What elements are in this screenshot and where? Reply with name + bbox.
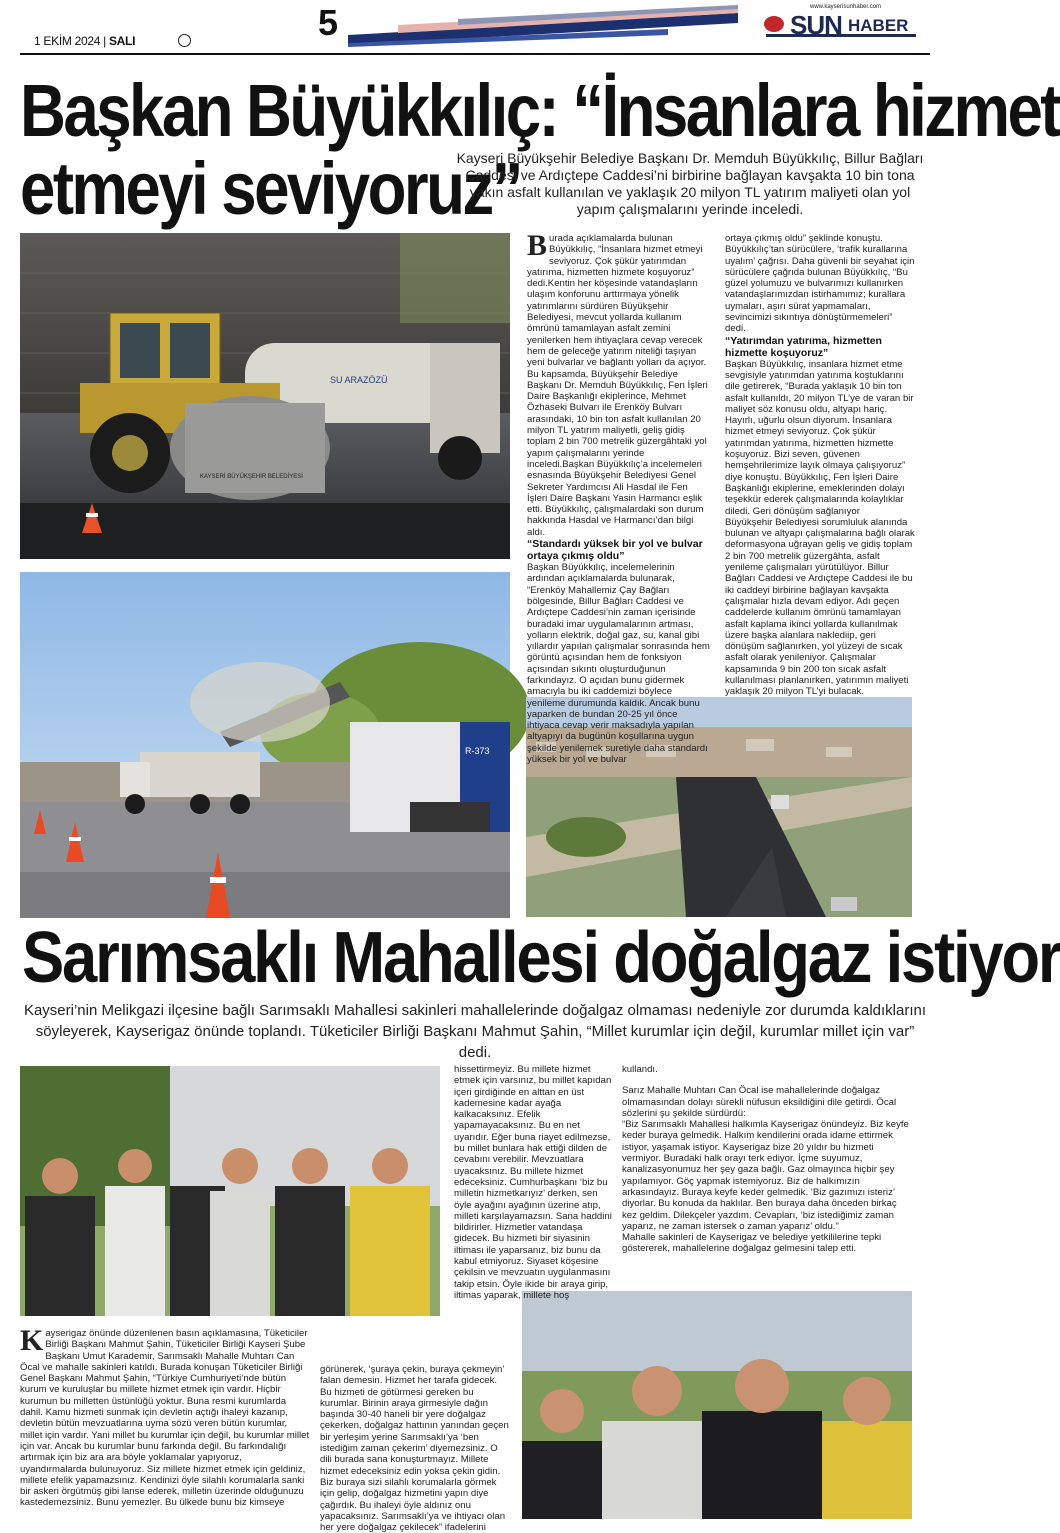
article2-colc-paragraph-2: Sarız Mahalle Muhtarı Can Öcal ise mahallelerinde doğalgaz olmamasından dolayı sürekli nüfusun eksildiğini dile getirdi. Öcal sözlerini şu şekilde sürdürdü: xyxy=(622,1085,897,1119)
date-text: 1 EKİM 2024 xyxy=(34,34,101,48)
article1-col2-paragraph-2: Başkan Büyükkılıç, insanlara hizmet etme sevgisiyle yatırımdan yatırıma koştuklarını dile getirerek, “Burada yaklaşık 10 bin ton asfalt kullanıldı, 20 milyon TL’ye de varan bir maliyet söz konusu oldu, altyapı hariç. Hayırlı, uğurlu olsun diyorum. İnsanlara hizmet etmeyi seviyoruz. Çok şükür yatırımdan yatırıma, hizmetten hizmette koşuyoruz. Bizi seven, güvenen hemşehrilerimize layık olmaya çalışıyoruz” diye konuştu. Büyükkılıç, Fen İşleri Daire Başkanlığı ekiplerine, emeklerinden dolayı teşekkür ederek çalışmalarında kolaylıklar diledi. Geri dönüşüm sağlanıyor xyxy=(725,358,914,517)
logo-brand-sun: SUN xyxy=(790,10,842,40)
article2-cola-paragraph xyxy=(20,1324,310,1509)
tanker-label: SU ARAZÖZÜ xyxy=(330,375,388,385)
day-text: SALI xyxy=(108,34,136,48)
roller-label: KAYSERİ BÜYÜKŞEHİR BELEDİYESİ xyxy=(200,474,303,480)
circle-ornament-icon xyxy=(178,34,191,47)
photo-group-closeup xyxy=(522,1291,912,1519)
article1-col2-paragraph-1: ortaya çıkmış oldu” şeklinde konuştu. Büyükkılıç’tan sürücülere, ‘trafik kurallarına uyalım’ çağrısı. Daha güvenli bir seyahat için sürücülere çağrıda bulunan Büyükkılıç, “Bu güzel yolumuzu ve bulvarımızı kullanırken vatandaşlarımızdan istirhamımız; kurallara uymaları, aşırı sürat yapmamaları, sevincimizi sıkıntıya dönüştürmemeleri” dedi. xyxy=(725,233,915,335)
header-stripes-decoration xyxy=(338,5,738,47)
article1-column1 xyxy=(527,229,710,766)
photo-milling-machine xyxy=(20,572,510,918)
article2-column-b-top xyxy=(454,1064,614,1324)
article2-column-a xyxy=(20,1324,310,1518)
article2-colc-paragraph-4: Mahalle sakinleri de Kayserigaz ve belediye yetkililerine tepki göstererek, mahallelerine doğalgaz gelmesini talep etti. xyxy=(622,1232,882,1255)
issue-date: 1 EKİM 2024 | SALI xyxy=(34,34,136,48)
article2-column-b-bottom xyxy=(320,1364,510,1533)
logo-brand-haber: HABER xyxy=(848,16,909,35)
article1-subheading-1: “Standardı yüksek bir yol ve bulvar ortaya çıkmış oldu” xyxy=(527,538,703,563)
article2-colb-paragraph-2: görünerek, ‘şuraya çekin, buraya çekmeyin’ falan demesin. Hizmet her tarafa gidecek. Bu hizmeti de götürmesi gereken bu kurumlar. Birinin araya girmesiyle dağın başında 30-40 haneli bir yere doğalgaz çekerken, doğalgaz hattının yanından geçen bir yerleşim yerine Sarımsaklı’ya ‘ben istediğim zaman çekerim’ diyemezsiniz. O dili burada sana konuşturtmayız. Millete hizmet edeceksiniz edin yoksa çekin gidin. Biz buraya sizi silahlı korumalarla görmek için gelip, doğalgaz hizmetini yapın diye çağırdık. Bu ihaleyi öyle aldınız onu yapacaksınız. Sarımsaklı’ya ve ihtiyacı olan her yere doğalgaz çekilecek” ifadelerini xyxy=(320,1364,509,1533)
article1-dropcap: B xyxy=(527,229,548,262)
article2-colc-paragraph-3: “Biz Sarımsaklı Mahallesi halkımla Kayserigaz önündeyiz. Biz keyfe keder buraya gelmedik. Halkım kendilerini orada idame ettirmek istiyor, yaşamak istiyor. Kayserigaz bize 20 yıldır bu hizmeti vermiyor. Buradaki halk orayı terk ediyor. İçme suyumuz, kanalizasyonumuz her şey gaza bağlı. Gaz olmayınca hiçbir şey yapılamıyor. Göç yapmak istemiyoruz. Biz de halkımızın arkasındayız. Buraya keyfe keder gelmedik. ‘Biz gazımızı isteriz’ diyorlar. Bu konuda da haklılar. Ben buraya daha önceden birkaç kez geldim. Dilekçeler yazdım. Cevapları, ‘biz istediğimiz zaman yaparız, ne zaman istersek o zaman yaparız’ oldu.” xyxy=(622,1119,909,1232)
article2-headline: Sarımsaklı Mahallesi doğalgaz istiyor xyxy=(22,918,1060,998)
article2-colc-paragraph-1: kullandı. xyxy=(622,1064,658,1075)
photo-group-people xyxy=(20,1066,440,1316)
article2-spot: Kayseri’nin Melikgazi ilçesine bağlı Sarımsaklı Mahallesi sakinleri mahallelerinde doğalgaz olmaması nedeniyle zor durumda kaldıklarını söyleyerek, Kayserigaz önünde toplandı. Tüketiciler Birliği Başkanı Mahmut Şahin, “Millet kurumlar için değil, kurumlar millet için var” dedi. xyxy=(23,1002,927,1061)
header-rule xyxy=(20,53,930,55)
article2-dropcap: K xyxy=(20,1324,44,1357)
logo-site-url: www.kayserisunhaber.com xyxy=(810,4,882,10)
article1-spot: Kayseri Büyükşehir Belediye Başkanı Dr. Memduh Büyükkılıç, Billur Bağları Caddesi ve Ardıçtepe Caddesi’ni birbirine bağlayan kavşakta 10 bin tona yakın asfalt kullanılan ve yaklaşık 20 milyon TL yatırım maliyeti olan yol yapım çalışmalarını yerinde inceledi. xyxy=(456,150,924,217)
article2-cola-text: ayserigaz önünde düzenlenen basın açıklamasına, Tüketiciler Birliği Başkanı Mahmut Şahin, Tüketiciler Birliği Kayseri Şube Başkanı Umut Karademir, Sarımsaklı Mahalle Muhtarı Can Öcal ve mahalle sakinleri katıldı. Burada konuşan Tüketiciler Birliği Genel Başkanı Mahmut Şahin, “Türkiye Cumhuriyeti’nde bütün kurum ve kuruluşlar bu millete hizmet etmek için vardır. Hiçbir kurumun bu milletten üstünlüğü yoktur. Buna resmi kurumlarda dahil. Kamu hizmeti sunmak için devletin açtığı ihaleyi kazanıp, devletin bütün mevzuatlarına uyma sözü veren bütün kurumlar, millet için vardır. Yani millet bu kurumlar için değil, bu kurumlar millet için var. Ancak bu kurumlar bunu farkında değil. Bu farkındalığı artırmak için biz ara ara böyle yoklamalar yapıyoruz, uyandırmalarda bulunuyoruz. Siz millete hizmet etmek için geldiniz, millete efelik yapamazsınız. Kendinizi öyle silahlı korumalarla sanki bir askeri örgütmüş gibi lanse ederek, milletin üzerinde olduğunuzu kastedemezsiniz. Bunu yemezler. Bu ülkede bunu biz kimseye xyxy=(20,1328,310,1509)
article1-col2-paragraph-3: Büyükşehir Belediyesi sorumluluk alanında bulunan ve altyapı çalışmalarına bağlı olarak deformasyona uğrayan geliş ve gidiş toplam 2 bin 700 metrelik güzergâhta, asfalt yenileme çalışmaları yürütülüyor. Billur Bağları Caddesi ve Ardıçtepe Caddesi ile bu iki caddeyi birbirine bağlayan kavşakta çalışmalar hızla devam ediyor. Adı geçen caddelerde kullanım ömrünü tamamlayan asfalt kaplama ikinci yollarda kullanılmak üzere başka alanlara naklediip, geri dönüşüm sağlanırken, yol yüzeyi de sıcak asfalt olarak yenileniyor. Çalışmalar kapsamında 9 bin 200 ton sıcak asfalt kullanılması planlanırken, yatırımın maliyeti yaklaşık 20 milyon TL’yi bulacak. xyxy=(725,516,915,698)
article1-subheading-2: “Yatırımdan yatırıma, hizmetten hizmette koşuyoruz” xyxy=(725,334,882,359)
article1-col1-paragraph-2: Başkan Büyükkılıç, incelemelerinin ardından açıklamalarda bulunarak, “Erenköy Mahallemiz Çay Bağları bölgesinde, Billur Bağları Caddesi ve Ardıçtepe Caddesi’nin zaman içerisinde buradaki imar uygulamalarının artması, yolların elektrik, doğal gaz, su, kanal gibi yıllardır yapılan çalışmalar sonrasında hem görüntü açısından hem de fonksiyon açısından sıkıntı oluşturduğunun farkındayız. O açıdan bunu gidermek amacıyla bu iki caddemizi böylece yenileme durumunda kaldık. Ancak bunu yaparken de bundan 20-25 yıl önce ihtiyaca cevap verir maksadıyla yapılan altyapıyı da bugünün koşullarına uygun şekilde yenilemek suretiyle daha standardı yüksek bir yol ve bulvar xyxy=(527,562,710,766)
article1-headline-line2: etmeyi seviyoruz” xyxy=(20,147,521,230)
page-number: 5 xyxy=(318,2,339,43)
milling-label: R-373 xyxy=(465,746,490,756)
article2-column-c xyxy=(622,1064,914,1284)
article1-column2 xyxy=(725,233,915,698)
article2-colb-paragraph-1: hissettirmeyiz. Bu millete hizmet etmek için varsınız, bu millet kapıdan içeri girdiğinde en alttan en üst kademesine kadar ayağa kalkacaksınız. Efelik yapamayacaksınız. Bu en net uyarıdır. Eğer buna riayet edilmezse, bu millet bunlara hak ettiği dilden de cevabını verebilir. Mevzuatlara uyacaksınız. Bu millete hizmet edeceksiniz. Cumhurbaşkanı ‘biz bu milletin hizmetkarıyız’ derken, sen öyle ayağını ayağının üzerine atıp, milleti karşılayamazsın. Sana haddini bildirirler. Hizmetler vatandaşa gidecek. Bu hizmeti bir siyasinin iltiması ile yaparsanız, biz bunu da kabul etmiyoruz. Siyaset köşesine çekilsin ve mevzuatın uygulanmasını takip etsin. Öyle ikide bir araya girip, iltimas yaparak, millete hoş xyxy=(454,1064,612,1301)
photo-road-roller xyxy=(20,233,510,559)
article1-col1-text: urada açıklamalarda bulunan Büyükkılıç, “İnsanlara hizmet etmeyi seviyoruz. Çok şükür yatırımdan yatırıma, hizmetten hizmete koşuyoruz” dedi.Kentin her köşesinde vatandaşların ulaşım konforunu arttırmaya yönelik yatırımlarını sürdüren Büyükşehir Belediyesi, mevcut yollarda kullanım ömrünü tamamlayan asfalt zemini yenilerken hem ihtiyaçlara cevap verecek hem de geleceğe yatırım niteliği taşıyan yeni bulvarlar ve bağlantı yolları da açıyor. Bu kapsamda, Büyükşehir Belediye Başkanı Dr. Memduh Büyükkılıç, Fen İşleri Daire Başkanlığı ekiplerince, Mehmet Özhaseki Bulvarı ile Erenköy Bulvarı arasındaki, 10 bin ton asfalt kullanılan 20 milyon TL yatırım maliyetli, geliş gidiş toplam 2 bin 700 metrelik güzergâhtaki yol yapım çalışmalarını yerinde inceledi.Başkan Büyükkılıç’a incelemeleri esnasında Büyükşehir Belediyesi Genel Sekreter Yardımcısı Ali Hasdal ile Fen İşleri Daire Başkanı Yasin Harmancı eşlik etti. Büyükkılıç, çalışmalardaki son durum hakkında Hasdal ve Harmancı’dan bilgi aldı. xyxy=(527,233,708,538)
article1-col1-paragraph xyxy=(527,229,710,538)
article1-headline-line1: Başkan Büyükkılıç: “İnsanlara hizmet xyxy=(20,69,1059,152)
